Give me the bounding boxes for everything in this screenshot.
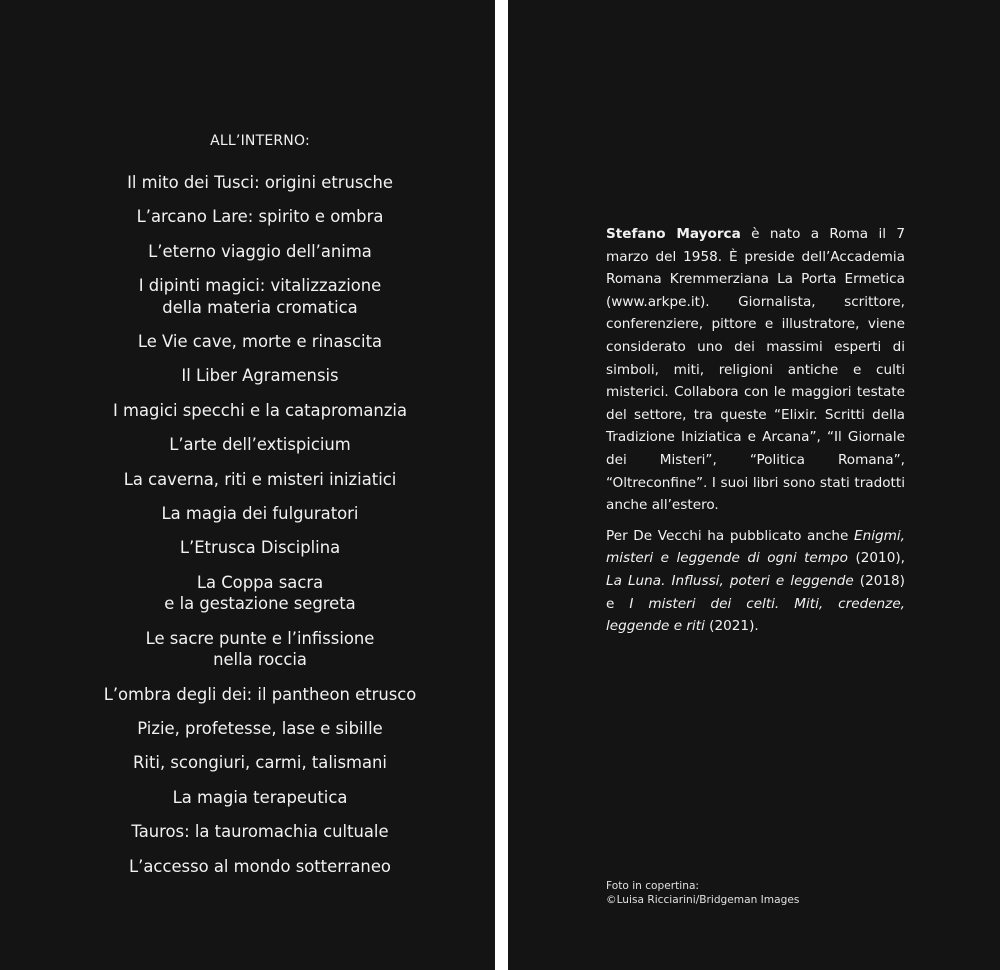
toc-item: L’arcano Lare: spirito e ombra (136, 207, 384, 227)
left-page (0, 0, 495, 970)
toc-item: Il Liber Agramensis (181, 366, 339, 386)
toc-heading: ALL’INTERNO: (210, 133, 310, 149)
toc-item: I dipinti magici: vitalizzazione della materia cromatica (138, 276, 382, 317)
author-name: Stefano Mayorca (606, 226, 741, 242)
toc-item: La magia terapeutica (172, 787, 348, 807)
publications-paragraph: Per De Vecchi ha pubblicato anche Enigmi, misteri e leggende di ogni tempo (2010), La Luna. Influssi, poteri e leggende (2018) e I misteri dei celti. Miti, credenze, leggende e riti (2021). (606, 527, 905, 635)
photo-credit: Foto in copertina: ©Luisa Ricciarini/Bridgeman Images (606, 880, 800, 906)
book-title: La Luna. Influssi, poteri e leggende (606, 572, 854, 589)
toc-item: I magici specchi e la catapromanzia (112, 400, 408, 420)
toc-item: Tauros: la tauromachia cultuale (131, 822, 389, 842)
toc-item: Le Vie cave, morte e rinascita (137, 332, 383, 352)
toc-item: Riti, scongiuri, carmi, talismani (133, 753, 387, 773)
right-page (508, 0, 1000, 970)
toc-item: Le sacre punte e l’infissione nella roccia (145, 628, 375, 670)
toc-item: L’ombra degli dei: il pantheon etrusco (103, 684, 417, 704)
toc-item: La Coppa sacra e la gestazione segreta (164, 572, 356, 614)
author-bio (606, 223, 905, 646)
toc-item: La magia dei fulguratori (161, 504, 359, 524)
bio-paragraph: Stefano Mayorca è nato a Roma il 7 marzo del 1958. È preside dell’Accademia Romana Kremmerziana La Porta Ermetica (www.arkpe.it). Giornalista, scrittore, conferenziere, pittore e illustratore, viene considerato uno dei massimi esperti di simboli, miti, religioni antiche e culti misterici. Collabora con le maggiori testate del settore, tra queste “Elixir. Scritti della Tradizione Iniziatica e Arcana”, “Il Giornale dei Misteri”, “Politica Romana”, “Oltreconfine”. I suoi libri sono stati tradotti anche all’estero. (606, 226, 905, 514)
toc-item: L’arte dell’extispicium (169, 435, 351, 455)
toc-item: L’accesso al mondo sotterraneo (129, 856, 391, 876)
toc-item: Il mito dei Tusci: origini etrusche (127, 173, 393, 192)
toc-item: L’Etrusca Disciplina (179, 538, 341, 558)
toc-item: Pizie, profetesse, lase e sibille (137, 718, 383, 738)
toc-item: L’eterno viaggio dell’anima (148, 241, 372, 261)
table-of-contents (0, 172, 520, 890)
book-title: I misteri dei celti. Miti, credenze, leggende e riti (606, 595, 905, 635)
book-title: Enigmi, misteri e leggende di ogni tempo (606, 527, 905, 567)
toc-item: La caverna, riti e misteri iniziatici (123, 469, 397, 489)
